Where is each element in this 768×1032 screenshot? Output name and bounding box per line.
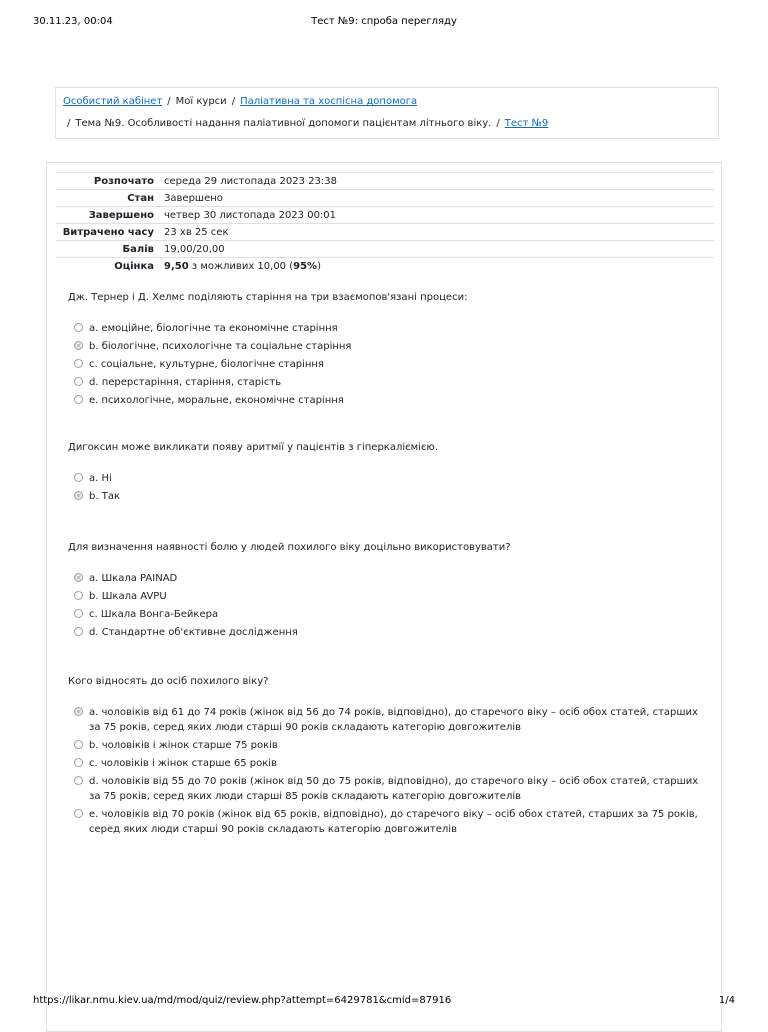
breadcrumb-topic: Тема №9. Особливості надання паліативної допомоги пацієнтам літнього віку. <box>75 118 492 129</box>
answer-label: a. чоловіків від 61 до 74 років (жінок від 56 до 74 років, відповідно), до старечого віку – осіб обох статей, старших за 75 років, серед яких люди старші 90 років складають категорію довгожителів <box>89 707 698 733</box>
radio-button[interactable] <box>74 627 83 636</box>
answer-label: c. чоловіків і жінок старше 65 років <box>89 758 277 769</box>
summary-label: Стан <box>56 190 162 207</box>
quiz-review-panel <box>46 162 722 1032</box>
print-header <box>0 16 768 30</box>
grade-close: ) <box>317 260 321 272</box>
radio-button-selected[interactable] <box>74 491 83 500</box>
question-text: Дж. Тернер і Д. Хелмс поділяють старіння на три взаємопов'язані процеси: <box>68 292 468 303</box>
radio-button-selected[interactable] <box>74 341 83 350</box>
summary-row-started <box>56 173 714 190</box>
question-1 <box>68 291 708 411</box>
question-2 <box>68 441 708 507</box>
breadcrumb-line-2 <box>67 118 548 129</box>
summary-row-marks <box>56 241 714 258</box>
answer-label: c. соціальне, культурне, біологічне старіння <box>89 359 324 370</box>
breadcrumb-course-link[interactable]: Паліативна та хоспісна допомога <box>240 96 418 107</box>
print-url: https://likar.nmu.kiev.ua/md/mod/quiz/review.php?attempt=6429781&cmid=87916 <box>33 995 452 1006</box>
print-page-number: 1/4 <box>718 995 735 1006</box>
question-text: Дигоксин може викликати появу аритмії у пацієнтів з гіперкаліємією. <box>68 442 439 453</box>
answer-label: c. Шкала Вонга-Бейкера <box>89 609 219 620</box>
answer-list <box>68 321 708 408</box>
answer-option[interactable] <box>68 339 708 354</box>
radio-button-selected[interactable] <box>74 573 83 582</box>
answer-option[interactable] <box>68 607 708 622</box>
answer-option[interactable] <box>68 357 708 372</box>
answer-option[interactable] <box>68 321 708 336</box>
summary-value: Завершено <box>162 190 714 207</box>
summary-label: Балів <box>56 241 162 258</box>
breadcrumb-dashboard-link[interactable]: Особистий кабінет <box>63 96 163 107</box>
question-3 <box>68 541 708 643</box>
grade-score: 9,50 <box>164 260 189 272</box>
radio-button[interactable] <box>74 758 83 767</box>
breadcrumb-separator: / <box>231 96 236 107</box>
answer-label: a. Ні <box>89 473 112 484</box>
summary-value: четвер 30 листопада 2023 00:01 <box>162 207 714 224</box>
answer-option[interactable] <box>68 807 708 837</box>
radio-button[interactable] <box>74 377 83 386</box>
radio-button[interactable] <box>74 359 83 368</box>
answer-label: b. біологічне, психологічне та соціальне старіння <box>89 341 352 352</box>
breadcrumb-quiz-link[interactable]: Тест №9 <box>504 118 549 129</box>
question-text: Кого відносять до осіб похилого віку? <box>68 676 269 687</box>
summary-row-grade <box>56 258 714 275</box>
radio-button[interactable] <box>74 395 83 404</box>
question-4 <box>68 675 708 840</box>
breadcrumb-separator: / <box>496 118 500 129</box>
breadcrumb-separator: / <box>167 96 171 107</box>
summary-value <box>162 258 714 275</box>
breadcrumb-separator: / <box>67 118 71 129</box>
answer-option[interactable] <box>68 705 708 735</box>
breadcrumb-my-courses: Мої курси <box>175 96 227 107</box>
answer-option[interactable] <box>68 375 708 390</box>
radio-button[interactable] <box>74 809 83 818</box>
answer-label: a. Шкала PAINAD <box>89 573 178 584</box>
radio-button[interactable] <box>74 323 83 332</box>
radio-button[interactable] <box>74 591 83 600</box>
answer-list <box>68 471 708 504</box>
answer-label: b. Так <box>89 491 120 502</box>
answer-label: e. чоловіків від 70 років (жінок від 65 років, відповідно), до старечого віку – осіб обох статей, старших за 75 років, серед яких люди старші 90 років складають категорію довгожителів <box>89 809 698 835</box>
summary-value: 23 хв 25 сек <box>162 224 714 241</box>
answer-option[interactable] <box>68 571 708 586</box>
summary-row-time-taken <box>56 224 714 241</box>
summary-label: Оцінка <box>56 258 162 275</box>
breadcrumb <box>55 87 719 139</box>
answer-option[interactable] <box>68 738 708 753</box>
print-footer <box>0 995 768 1009</box>
radio-button-selected[interactable] <box>74 707 83 716</box>
radio-button[interactable] <box>74 609 83 618</box>
summary-row-state <box>56 190 714 207</box>
answer-label: a. емоційне, біологічне та економічне старіння <box>89 323 338 334</box>
answer-option[interactable] <box>68 756 708 771</box>
radio-button[interactable] <box>74 740 83 749</box>
print-page-title: Тест №9: спроба перегляду <box>311 16 457 27</box>
attempt-summary-table <box>56 172 714 274</box>
radio-button[interactable] <box>74 473 83 482</box>
answer-label: d. перерстаріння, старіння, старість <box>89 377 282 388</box>
summary-row-completed <box>56 207 714 224</box>
print-date: 30.11.23, 00:04 <box>33 16 113 27</box>
answer-label: b. чоловіків і жінок старше 75 років <box>89 740 278 751</box>
answer-option[interactable] <box>68 625 708 640</box>
answer-option[interactable] <box>68 471 708 486</box>
summary-label: Витрачено часу <box>56 224 162 241</box>
answer-option[interactable] <box>68 489 708 504</box>
grade-out-of: з можливих 10,00 ( <box>188 260 294 272</box>
radio-button[interactable] <box>74 776 83 785</box>
answer-option[interactable] <box>68 774 708 804</box>
answer-option[interactable] <box>68 393 708 408</box>
grade-percent: 95% <box>293 260 318 272</box>
summary-value: середа 29 листопада 2023 23:38 <box>162 173 714 190</box>
answer-list <box>68 705 708 837</box>
summary-label: Розпочато <box>56 173 162 190</box>
answer-label: d. Стандартне об'єктивне дослідження <box>89 627 298 638</box>
answer-option[interactable] <box>68 589 708 604</box>
question-text: Для визначення наявності болю у людей похилого віку доцільно використовувати? <box>68 542 511 553</box>
summary-value: 19,00/20,00 <box>162 241 714 258</box>
summary-label: Завершено <box>56 207 162 224</box>
answer-label: b. Шкала AVPU <box>89 591 167 602</box>
answer-label: d. чоловіків від 55 до 70 років (жінок від 50 до 75 років, відповідно), до старечого віку – осіб обох статей, старших за 75 років, серед яких люди старші 85 років складають категорію довгожителів <box>89 776 699 802</box>
breadcrumb-line-1 <box>63 96 417 107</box>
answer-label: e. психологічне, моральне, економічне старіння <box>89 395 344 406</box>
answer-list <box>68 571 708 640</box>
